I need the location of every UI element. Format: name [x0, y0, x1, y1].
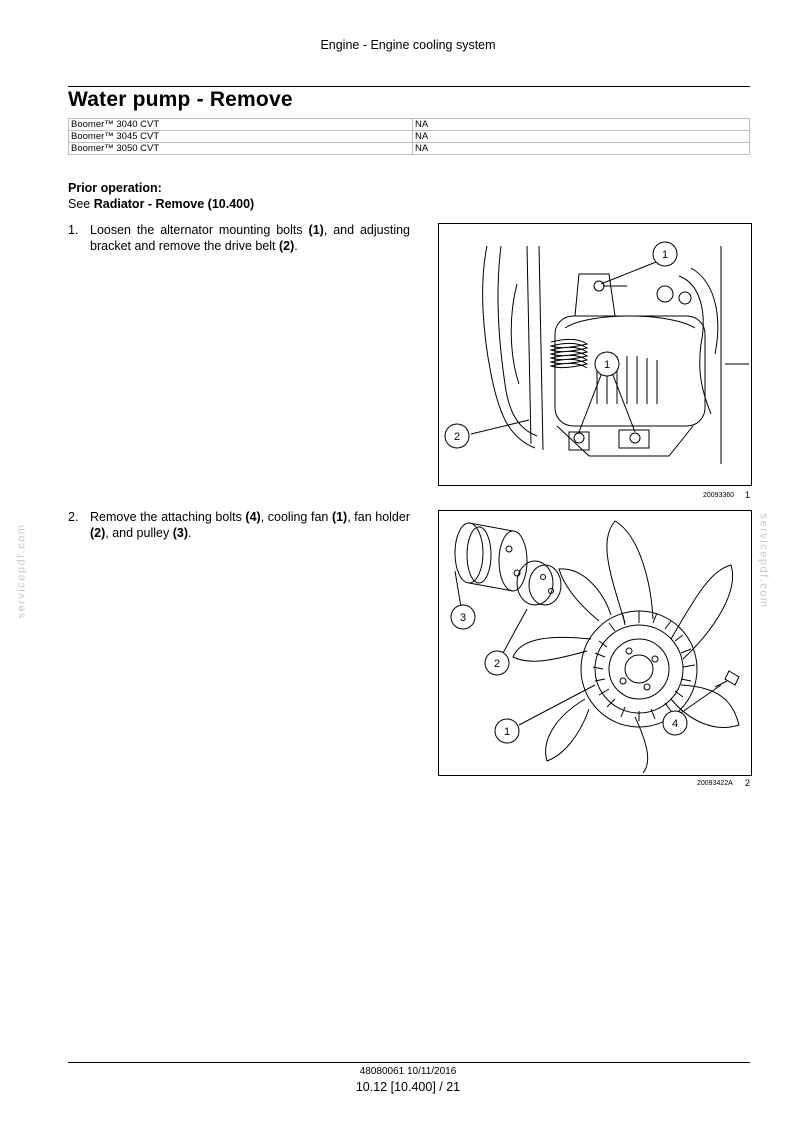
callout-reference: (1) — [308, 223, 324, 237]
model-cell: Boomer™ 3040 CVT — [69, 119, 413, 131]
prior-operation — [68, 180, 254, 212]
page-title: Water pump - Remove — [68, 88, 293, 111]
watermark-right: servicepdf.com — [757, 513, 770, 609]
cooling-fan-illustration — [439, 511, 751, 775]
callout-label: 2 — [493, 658, 501, 670]
model-table — [68, 118, 750, 155]
figure-1-reference: 20093360 — [703, 492, 735, 499]
value-cell: NA — [413, 131, 750, 143]
callout-reference: (1) — [331, 510, 348, 524]
running-header: Engine - Engine cooling system — [320, 38, 496, 52]
watermark-left: servicepdf.com — [15, 523, 28, 619]
figure-2-cooling-fan — [438, 510, 752, 776]
callout-reference: (4) — [245, 510, 261, 524]
footer-page-number: 10.12 [10.400] / 21 — [355, 1080, 461, 1094]
figure-2-number: 2 — [745, 778, 751, 788]
step-text-run: , fan holder — [347, 510, 410, 524]
step-text-run: , cooling fan — [260, 510, 332, 524]
step-text — [90, 510, 410, 541]
step-1 — [68, 223, 410, 254]
figure-1-number: 1 — [745, 490, 751, 500]
callout-label: 4 — [671, 718, 679, 730]
step-text-run: , and adjusting bracket and remove the drive belt — [90, 223, 411, 253]
prior-operation-link[interactable]: Radiator - Remove (10.400) — [93, 197, 255, 211]
footer-doc-number: 48080061 10/11/2016 — [359, 1066, 457, 1077]
model-cell: Boomer™ 3045 CVT — [69, 131, 413, 143]
alternator-illustration — [439, 224, 751, 485]
step-text — [90, 223, 410, 254]
callout-reference: (3) — [172, 525, 188, 540]
step-text-run: Remove the attaching bolts — [90, 510, 246, 524]
see-text: See — [68, 197, 91, 211]
step-text-run: . — [187, 525, 192, 540]
header-rule — [68, 86, 750, 87]
figure-1-alternator — [438, 223, 752, 486]
step-text-run: , and pulley — [105, 525, 173, 540]
figure-2-reference: 20093422A — [697, 780, 733, 787]
model-cell: Boomer™ 3050 CVT — [69, 143, 413, 155]
callout-label: 3 — [459, 612, 467, 624]
callout-label: 2 — [453, 431, 461, 443]
value-cell: NA — [413, 119, 750, 131]
step-2 — [68, 510, 410, 541]
callout-label: 1 — [603, 359, 611, 371]
step-number: 1. — [68, 223, 79, 237]
callout-reference: (2) — [90, 525, 106, 540]
step-text-run: Loosen the alternator mounting bolts — [90, 223, 309, 237]
value-cell: NA — [413, 143, 750, 155]
prior-operation-label: Prior operation: — [68, 181, 162, 195]
step-number: 2. — [68, 510, 79, 524]
callout-label: 1 — [503, 726, 511, 738]
table-row — [69, 131, 750, 143]
step-text-run: . — [294, 238, 298, 253]
table-row — [69, 143, 750, 155]
callout-reference: (2) — [279, 238, 295, 253]
footer-rule — [68, 1062, 750, 1063]
callout-label: 1 — [661, 249, 669, 261]
table-row — [69, 119, 750, 131]
